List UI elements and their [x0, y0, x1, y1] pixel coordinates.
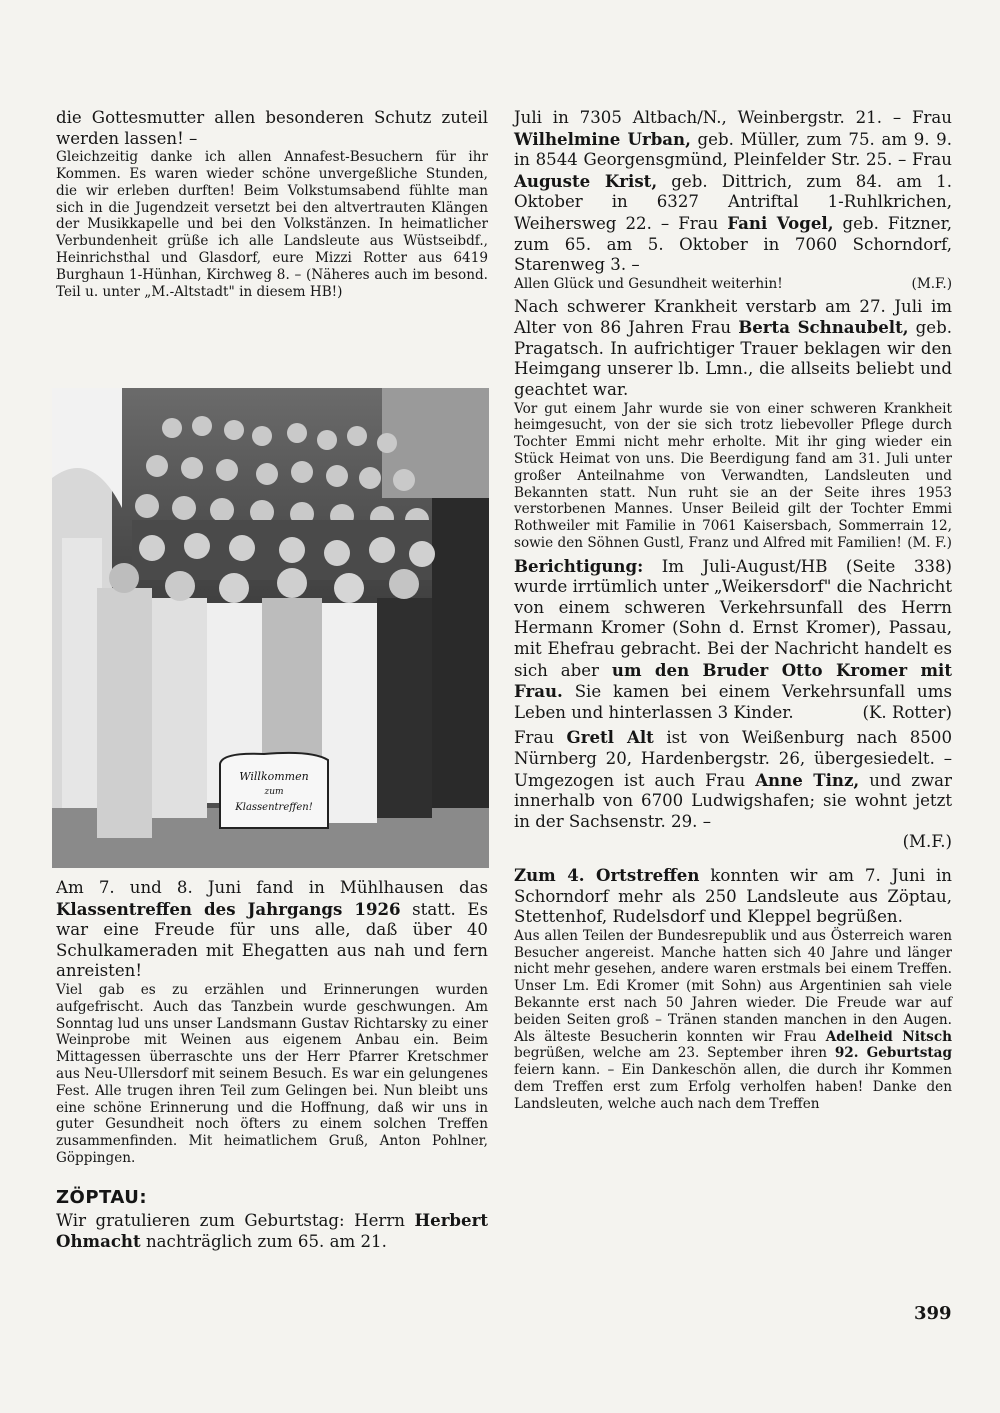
left-column-top: [56, 108, 488, 300]
paragraph-klassentreffen: Am 7. und 8. Juni fand in Mühlhausen das Klassentreffen des Jahrgangs 1926 statt. Es war eine Freude für uns alle, daß über 40 Schulkameraden mit Ehegatten aus nah und fern anreisten!: [56, 878, 488, 981]
welcome-sign: [220, 753, 328, 828]
signature-mf-2: (M. F.): [907, 534, 952, 551]
paragraph-relocation: Frau Gretl Alt ist von Weißenburg nach 8500 Nürnberg 20, Hardenbergstr. 26, übergesiedelt. – Umgezogen ist auch Frau Anne Tinz, und zwar innerhalb von 6700 Ludwigshafen; sie wohnt jetzt in der Sachsenstr. 29. – (M.F.): [514, 727, 952, 852]
group-photo: [52, 388, 489, 868]
ortstreffen-title: Zum 4. Ortstreffen: [514, 865, 700, 885]
sign-line-2: zum: [264, 787, 284, 797]
left-column-bottom: [56, 878, 488, 1253]
paragraph-klassentreffen-details: Viel gab es zu erzählen und Erinnerungen wurden aufgefrischt. Auch das Tanzbein wurde geschwungen. Am Sonntag lud uns unser Landsmann Gustav Richtarsky zu einer Weinprobe mit Weinen aus eigenem Anbau ein. Beim Mittagessen überraschte uns der Herr Pfarrer Kretschmer aus Neu-Ullersdorf mit seinem Besuch. Es war ein gelungenes Fest. Alle trugen ihren Teil zum Gelingen bei. Nun bleibt uns eine schöne Erinnerung und die Hoffnung, daß wir uns in guter Gesundheit noch öfters zu einem solchen Treffen zusammenfinden. Mit heimatlichem Gruß, Anton Pohlner, Göppingen.: [56, 981, 488, 1166]
name-auguste-krist: Auguste Krist,: [514, 170, 658, 191]
name-herbert-ohmacht: Herbert Ohmacht: [56, 1209, 488, 1252]
birthday-92: 92. Geburtstag: [834, 1045, 952, 1062]
correction-otto-kromer: um den Bruder Otto Kromer mit Frau.: [514, 659, 952, 702]
paragraph-ortstreffen-details: Aus allen Teilen der Bundesrepublik und aus Österreich waren Besucher angereist. Manche hatten sich 40 Jahre und länger nicht mehr gesehen, andere waren erstmals bei einem Treffen. Unser Lm. Edi Kromer (mit Sohn) aus Argentinien sah viele Bekannte erst nach 50 Jahren wieder. Die Freude war auf beiden Seiten groß – Tränen standen manchen in den Augen. Als älteste Besucherin konnten wir Frau Adelheid Nitsch begrüßen, welche am 23. September ihren 92. Geburtstag feiern kann. – Ein Dankeschön allen, die durch ihr Kommen dem Treffen erst zum Erfolg verholfen haben! Danke den Landsleuten, welche auch nach dem Treffen: [514, 927, 952, 1112]
signature-mf-3: (M.F.): [902, 832, 952, 852]
correction-label: Berichtigung:: [514, 555, 644, 576]
signature-k-rotter: (K. Rotter): [862, 702, 952, 722]
name-berta-schnaubelt: Berta Schnaubelt,: [738, 317, 909, 338]
name-gretl-alt: Gretl Alt: [566, 727, 654, 748]
paragraph-obituary-details: Vor gut einem Jahr wurde sie von einer schweren Krankheit heimgesucht, von der sie sich trotz liebevoller Pflege durch Tochter Emmi nicht mehr erholte. Mit ihr ging wieder ein Stück Heimat von uns. Die Beerdigung fand am 31. Juli unter großer Anteilnahme von Verwandten, Landsleuten und Bekannten statt. Nun ruht sie an der Seite ihres 1953 verstorbenen Mannes. Unser Beileid gilt der Tochter Emmi Rothweiler mit Familie in 7061 Kaisersbach, Sommerrain 12, sowie den Söhnen Gustl, Franz und Alfred mit Familien! (M. F.): [514, 400, 952, 551]
paragraph-blessing: die Gottesmutter allen besonderen Schutz zuteil werden lassen! –: [56, 108, 488, 148]
name-adelheid-nitsch: Adelheid Nitsch: [825, 1028, 952, 1045]
name-wilhelmine-urban: Wilhelmine Urban,: [514, 128, 691, 149]
paragraph-wishes: Allen Glück und Gesundheit weiterhin! (M.F.): [514, 275, 952, 292]
signature-mf: (M.F.): [911, 275, 952, 292]
right-column: [514, 108, 952, 1113]
paragraph-obituary: Nach schwerer Krankheit verstarb am 27. Juli im Alter von 86 Jahren Frau Berta Schnaubelt, geb. Pragatsch. In aufrichtiger Trauer beklagen wir den Heimgang unserer lb. Lmn., die allseits beliebt und geachtet war.: [514, 296, 952, 399]
klassentreffen-title: Klassentreffen des Jahrgangs 1926: [56, 898, 401, 919]
name-fani-vogel: Fani Vogel,: [727, 212, 834, 233]
group-photo-illustration: [52, 388, 489, 868]
paragraph-birthdays: Juli in 7305 Altbach/N., Weinbergstr. 21. – Frau Wilhelmine Urban, geb. Müller, zum 75. am 9. 9. in 8544 Georgensgmünd, Pleinfelder Str. 25. – Frau Auguste Krist, geb. Dittrich, zum 84. am 1. Oktober in 6327 Antriftal 1-Ruhlkrichen, Weihersweg 22. – Frau Fani Vogel, geb. Fitzner, zum 65. am 5. Oktober in 7060 Schorndorf, Starenweg 3. –: [514, 108, 952, 275]
paragraph-ortstreffen: Zum 4. Ortstreffen konnten wir am 7. Juni in Schorndorf mehr als 250 Landsleute aus Zöptau, Stettenhof, Rudelsdorf und Kleppel begrüßen.: [514, 865, 952, 927]
page-number: 399: [914, 1303, 952, 1324]
paragraph-correction: Berichtigung: Im Juli-August/HB (Seite 338) wurde irrtümlich unter „Weikersdorf" die Nachricht von einem schweren Verkehrsunfall des Herrn Hermann Kromer (Sohn d. Ernst Kromer), Passau, mit Ehefrau gebracht. Bei der Nachricht handelt es sich aber um den Bruder Otto Kromer mit Frau. Sie kamen bei einem Verkehrsunfall ums Leben und hinterlassen 3 Kinder. (K. Rotter): [514, 555, 952, 722]
paragraph-annafest: Gleichzeitig danke ich allen Annafest-Besuchern für ihr Kommen. Es waren wieder schöne unvergeßliche Stunden, die wir erleben durften! Beim Volkstumsabend fühlte man sich in die Jugendzeit versetzt bei den altvertrauten Klängen der Musikkapelle und bei den Volkstänzen. In heimatlicher Verbundenheit grüße ich alle Landsleute aus Wüstseibdf., Heinrichsthal und Glasdorf, eure Mizzi Rotter aus 6419 Burghaun 1-Hünhan, Kirchweg 8. – (Näheres auch im besond. Teil u. unter „M.-Altstadt" in diesem HB!): [56, 149, 488, 300]
paragraph-birthday-start: Wir gratulieren zum Geburtstag: Herrn Herbert Ohmacht nachträglich zum 65. am 21.: [56, 1209, 488, 1252]
sign-line-1: Willkommen: [239, 770, 309, 783]
section-heading-zoeptau: ZÖPTAU:: [56, 1186, 148, 1208]
name-anne-tinz: Anne Tinz,: [755, 769, 860, 790]
sign-line-3: Klassentreffen!: [235, 802, 313, 813]
